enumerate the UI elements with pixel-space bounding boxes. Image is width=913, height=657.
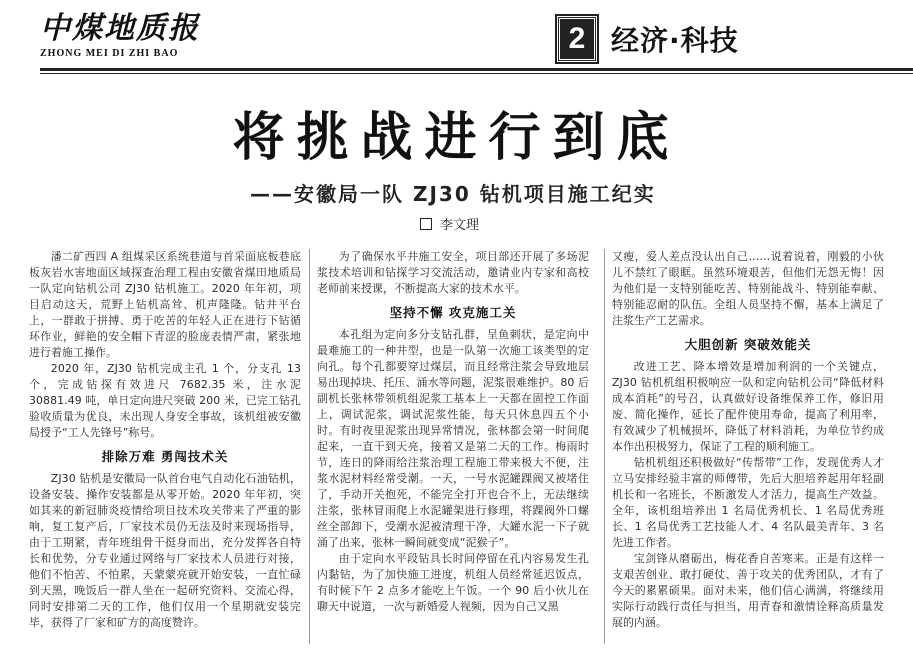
newspaper-pinyin: ZHONG MEI DI ZHI BAO xyxy=(40,48,179,59)
byline-square-icon xyxy=(420,218,432,230)
column-1 xyxy=(29,249,301,631)
paragraph: ZJ30 钻机是安徽局一队首台电气自动化石油钻机，设备安装、操作安装都是从零开始。2020 年年初，突如其来的新冠肺炎疫情给项目技术攻关带来了严重的影响，复工复产后，厂家技术员仍无法及时来现场指导，由于工期紧，青年班组骨干挺身而出，充分发挥各自特长和优势，分专业通过网络与厂家技术人员进行对接，他们不怕苦、不怕累，天蒙蒙亮就开始安装，一直忙碌到天黑，晚饭后一群人坐在一起研究资料、交流心得，同时安排第二天的工作，他们仅用一个星期就安装完毕，获得了厂家和矿方的高度赞许。 xyxy=(29,472,301,629)
paragraph: 潘二矿西四 A 组煤采区系统巷道与首采面底板巷底板灰岩水害地面区域探查治理工程由安徽省煤田地质局一队定向钻机公司 ZJ30 钻机施工。2020 年年初，项目启动这天，荒野上钻机高耸、机声隆隆。钻井平台上，一群敢于拼搏、勇于吃苦的年轻人正在进行下钻循环作业，鲜艳的安全帽下青涩的脸庞表情严肃，紧张地进行着施工操作。 xyxy=(29,250,301,359)
column-2 xyxy=(317,249,589,615)
header-rule xyxy=(40,68,913,71)
headline: 将挑战进行到底 xyxy=(232,107,681,168)
section-header xyxy=(557,16,739,62)
column-3 xyxy=(612,249,884,631)
section-heading: 坚持不懈 攻克施工关 xyxy=(389,305,517,320)
paragraph: 2020 年，ZJ30 钻机完成主孔 1 个，分支孔 13 个，完成钻探有效进尺 7682.35 米，注水泥 30881.49 吨，单日定向进尺突破 200 米，已完工钻孔验收质量为优良，未出现人身安全事故，该机组被安徽局授予“工人先锋号”称号。 xyxy=(29,362,301,439)
section-heading: 大胆创新 突破效能关 xyxy=(684,337,812,352)
section-name: 经济·科技 xyxy=(611,24,739,57)
column-divider xyxy=(309,249,310,644)
column-divider xyxy=(604,249,605,644)
subheadline: ——安徽局一队 ZJ30 钻机项目施工纪实 xyxy=(250,182,656,206)
header-rule-thin xyxy=(40,73,913,74)
newspaper-name: 中煤地质报 xyxy=(40,11,200,46)
author: 李文理 xyxy=(440,218,480,233)
paragraph: 宝剑锋从磨砺出，梅花香自苦寒来。正是有这样一支艰苦创业、敢打硬仗、善于攻关的优秀团队，才有了今天的累累硕果。面对未来，他们信心满满，将继续用实际行动践行责任与担当，用青春和激情诠释高质量发展的内涵。 xyxy=(612,552,884,629)
paragraph: 又瘦，爱人差点没认出自己……说着说着，刚毅的小伙儿不禁红了眼眶。虽然环境艰苦，但他们无怨无悔！因为他们是一支特别能吃苦、特别能战斗、特别能奉献、特别能忍耐的队伍。全组人员坚持不懈，基本上满足了注浆生产工艺需求。 xyxy=(612,250,884,327)
byline xyxy=(420,214,479,233)
paragraph: 钻机机组还积极做好“传帮带”工作，发现优秀人才立马安排经验丰富的师傅带，先后大胆培养起用年轻副机长和一名班长，不断激发人才活力，提高生产效益。全年，该机组培养出 1 名局优秀机长、1 名局优秀班长、1 名局优秀工艺技能人才、4 名队最美青年、3 名先进工作者。 xyxy=(612,456,884,549)
paragraph: 本孔组为定向多分支钻孔群，呈鱼刺状，是定向中最难施工的一种井型，也是一队第一次施工该类型的定向孔。每个孔都要穿过煤层，而且经常注浆会导致地层易出现掉块、托压、涌水等问题，泥浆很难维护。80 后副机长张林带领机组泥浆工基本上一天都在固控工作面上，调试泥浆，调试泥浆性能，每天只休息四五个小时。有时夜里泥浆出现异常情况，张林都会第一时间爬起来，一直干到天亮，接着又是第二天的工作。梅雨时节，连日的降雨给注浆治理工程施工带来极大不便，注浆水泥材料经常受潮。一天，一号水泥罐踝阀又被堵住了，手动开关抱死，不能完全打开也合不上，无法继续注浆，张林冒雨爬上水泥罐架进行修理，将踝阀外口螺丝全部卸下，受潮水泥被清理干净，大罐水泥一下子就涌了出来，张林一瞬间就变成“泥猴子”。 xyxy=(317,328,589,549)
masthead xyxy=(40,12,200,59)
section-heading: 排除万难 勇闯技术关 xyxy=(101,449,229,464)
page-number: 2 xyxy=(557,16,597,62)
paragraph: 改进工艺、降本增效是增加利润的一个关键点，ZJ30 钻机机组积极响应一队和定向钻机公司“降低材料成本消耗”的号召，认真做好设备维保养工作，修旧用废、简化操作，延长了配件使用寿命，提高了利用率，有效减少了机械损坏，降低了材料消耗，为单位节约成本作出积极努力，保证了工程的顺利施工。 xyxy=(612,360,884,453)
paragraph: 为了确保水平井施工安全，项目部还开展了多场泥浆技术培训和钻探学习交流活动，邀请业内专家和高校老师前来授课，不断提高大家的技术水平。 xyxy=(317,250,589,295)
paragraph: 由于定向水平段钻具长时间停留在孔内容易发生孔内黏钻，为了加快施工进度，机组人员经常延迟饭点，有时候下午 2 点多才能吃上午饭。一个 90 后小伙儿在聊天中说道，一次与新婚爱人视频，因为自己又黑 xyxy=(317,552,589,613)
